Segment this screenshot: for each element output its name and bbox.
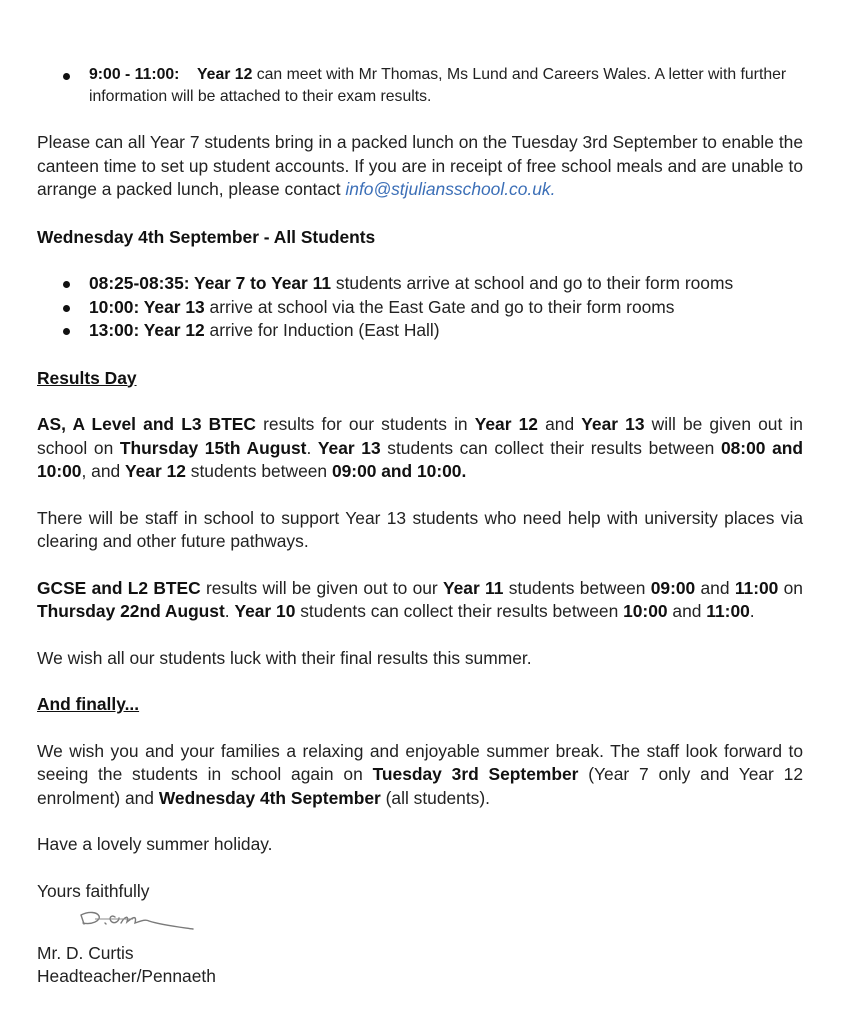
summer-break-paragraph: We wish you and your families a relaxing and enjoyable summer break. The staff look forward to seeing the students in school again on Tuesday 3rd September (Year 7 only and Year 12 enrolment) and Wednesday 4th September (all students). (37, 740, 803, 808)
signatory-title: Headteacher/Pennaeth (37, 966, 216, 986)
closing-salutation: Yours faithfully (37, 880, 150, 901)
list-item: 10:00: Year 13 arrive at school via the East Gate and go to their form rooms (37, 296, 803, 320)
holiday-wish: Have a lovely summer holiday. (37, 834, 273, 854)
wednesday-schedule-list (37, 272, 803, 343)
results-paragraph-luck: We wish all our students luck with their final results this summer. (37, 647, 532, 668)
signature-image (75, 903, 215, 935)
and-finally-heading: And finally... (37, 694, 140, 714)
list-item: 08:25-08:35: Year 7 to Year 11 students arrive at school and go to their form rooms (37, 272, 803, 296)
time-label: 9:00 - 11:00: (89, 66, 180, 83)
wednesday-heading: Wednesday 4th September - All Students (37, 226, 376, 247)
list-item: 13:00: Year 12 arrive for Induction (East Hall) (37, 319, 803, 343)
bullet-dot (63, 328, 70, 335)
packed-lunch-paragraph: Please can all Year 7 students bring in a packed lunch on the Tuesday 3rd September to enable the canteen time to set up student accounts. If you are in receipt of free school meals and are unable to arrange a packed lunch, please contact info@stjuliansschool.co.uk. (37, 132, 803, 199)
bullet-dot (63, 73, 70, 80)
results-paragraph-a-level: AS, A Level and L3 BTEC results for our students in Year 12 and Year 13 will be given out in school on Thursday 15th August. Year 13 students can collect their results between 08:00 and 10:00, and Year 12 students between 09:00 and 10:00. (37, 414, 803, 481)
email-link[interactable]: info@stjuliansschool.co.uk (345, 179, 551, 199)
list-item (37, 64, 803, 108)
bullet-dot (63, 305, 70, 312)
year-label: Year 12 (197, 66, 253, 83)
results-paragraph-gcse: GCSE and L2 BTEC results will be given out to our Year 11 students between 09:00 and 11:00 on Thursday 22nd August. Year 10 students can collect their results between 10:00 and 11:00. (37, 577, 803, 621)
intro-bullet-list (37, 64, 803, 108)
results-paragraph-staff-support: There will be staff in school to support Year 13 students who need help with university places via clearing and other future pathways. (37, 507, 803, 551)
signatory-name: Mr. D. Curtis (37, 942, 134, 963)
bullet-text: can meet with Mr Thomas, Ms Lund and Careers Wales. A letter with further information will be attached to their exam results. (89, 66, 787, 105)
results-day-heading: Results Day (37, 367, 137, 388)
letter-page (37, 64, 803, 989)
bullet-dot (63, 281, 70, 288)
